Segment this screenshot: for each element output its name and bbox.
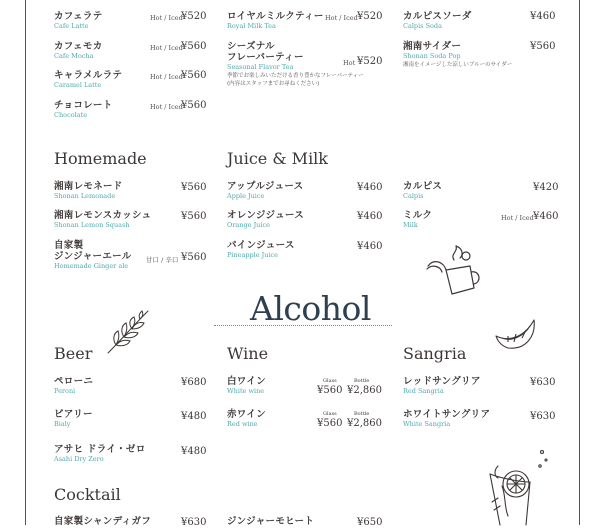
- menu-item: [54, 444, 146, 464]
- item-name-en: Homemade Ginger ale: [54, 262, 129, 270]
- lemon-slice-icon: [494, 316, 538, 352]
- menu-item: [54, 210, 151, 230]
- item-name-en: Cafe Latte: [54, 22, 89, 30]
- menu-item: [227, 516, 314, 527]
- section-title: Wine: [227, 344, 269, 363]
- item-option: Hot / Iced: [325, 14, 358, 22]
- item-description: 季節でお楽しみいただける香り豊かなフレーバーティー: [227, 73, 364, 79]
- item-price: ¥460: [357, 182, 383, 193]
- item-description: (内容はスタッフまでお尋ねください): [227, 81, 320, 87]
- alcohol-title: Alcohol: [250, 289, 371, 328]
- item-price: ¥480: [181, 411, 207, 422]
- item-name-jp: アサヒ ドライ・ゼロ: [54, 444, 146, 455]
- item-option: Hot / Iced: [150, 44, 183, 52]
- menu-item: [54, 516, 151, 527]
- menu-item: [54, 41, 103, 61]
- item-option: Hot / Iced: [150, 14, 183, 22]
- menu-item: [403, 210, 432, 230]
- item-name-en: Royal Milk Tea: [227, 22, 276, 30]
- item-option: 甘口 / 辛口: [146, 256, 179, 264]
- item-name-en: Apple Juice: [227, 192, 265, 200]
- item-price: ¥460: [530, 11, 556, 22]
- item-price: ¥520: [357, 11, 383, 22]
- item-name-jp: 湘南レモンスカッシュ: [54, 210, 152, 221]
- item-name-en: White Sangria: [403, 420, 451, 428]
- item-name-en: Shonan Lemon Squash: [54, 221, 130, 229]
- item-name-jp: パインジュース: [227, 240, 295, 251]
- item-name-jp: 自家製: [54, 240, 84, 251]
- item-price: ¥630: [181, 517, 207, 528]
- item-option: Hot / Iced: [150, 103, 183, 111]
- item-price: ¥420: [533, 182, 559, 193]
- divider: [214, 325, 392, 326]
- menu-item: [227, 409, 266, 429]
- glass-price: ¥560: [317, 418, 343, 429]
- item-name-en: Pineapple Juice: [227, 251, 279, 259]
- item-name-jp: ペローニ: [54, 376, 94, 387]
- menu-frame-left: [25, 0, 26, 525]
- item-name-en: Seasonal Flavor Tea: [227, 63, 294, 71]
- item-price: ¥560: [181, 41, 207, 52]
- bottle-price: ¥2,860: [347, 418, 382, 429]
- menu-item: [54, 100, 113, 120]
- item-option: Hot: [343, 59, 356, 67]
- menu-item: [227, 210, 304, 230]
- menu-item: [54, 376, 93, 396]
- menu-item: [54, 409, 93, 429]
- item-price: ¥520: [181, 11, 207, 22]
- item-name-en: Calpis: [403, 192, 424, 200]
- menu-item: [54, 240, 132, 271]
- section-title: Sangria: [403, 344, 467, 363]
- menu-item: [227, 181, 303, 201]
- menu-item: [54, 70, 122, 90]
- menu-item: [227, 376, 266, 396]
- menu-item: [227, 240, 295, 260]
- item-name-en: Peroni: [54, 387, 76, 395]
- item-name-jp: ビアリー: [54, 409, 93, 420]
- item-name-jp: レッドサングリア: [403, 376, 481, 387]
- item-name-en: White wine: [227, 387, 265, 395]
- item-price: ¥560: [181, 70, 207, 81]
- item-name-en: Shonan Soda Pop: [403, 52, 461, 60]
- item-name-en: Cafe Mocha: [54, 52, 94, 60]
- bottle-price: ¥2,860: [347, 385, 382, 396]
- menu-item: [54, 11, 103, 31]
- item-name-jp: キャラメルラテ: [54, 70, 123, 81]
- item-name-en: Shonan Lemonade: [54, 192, 116, 200]
- item-option: Hot / Iced: [501, 214, 534, 222]
- item-name-jp: ロイヤルミルクティー: [227, 11, 324, 22]
- item-name-en: Orange Juice: [227, 221, 270, 229]
- menu-item: [403, 11, 472, 31]
- glass-label: Glass: [323, 378, 337, 384]
- item-name-en: Chocolate: [54, 111, 88, 119]
- item-name-jp: ジンジャーエール: [54, 251, 132, 262]
- item-name-jp: 赤ワイン: [227, 409, 266, 420]
- herb-sprig-icon: [104, 307, 154, 357]
- menu-item: [403, 41, 512, 69]
- section-title: Cocktail: [54, 485, 121, 504]
- item-name-en: Milk: [403, 221, 418, 229]
- item-name-jp: ホワイトサングリア: [403, 409, 491, 420]
- item-name-jp: フレーバーティー: [227, 52, 304, 63]
- item-price: ¥460: [357, 241, 383, 252]
- item-price: ¥560: [181, 211, 207, 222]
- item-name-jp: ジンジャーモヒート: [227, 516, 315, 527]
- item-price: ¥560: [181, 100, 207, 111]
- menu-item: [403, 181, 442, 201]
- item-name-en: Red Sangria: [403, 387, 444, 395]
- cocktail-glass-icon: [486, 446, 556, 525]
- item-name-en: Red wine: [227, 420, 258, 428]
- item-name-jp: カフェラテ: [54, 11, 103, 22]
- item-name-en: Asahi Dry Zero: [54, 455, 104, 463]
- item-price: ¥460: [357, 211, 383, 222]
- item-price: ¥630: [530, 411, 556, 422]
- item-name-jp: 白ワイン: [227, 376, 266, 387]
- item-name-jp: シーズナル: [227, 41, 275, 52]
- item-name-jp: カルピス: [403, 181, 443, 192]
- section-title: Beer: [54, 344, 93, 363]
- item-name-jp: 湘南サイダー: [403, 41, 462, 52]
- glass-label: Glass: [323, 411, 337, 417]
- item-price: ¥460: [533, 211, 559, 222]
- item-name-jp: チョコレート: [54, 100, 113, 111]
- bottle-label: Bottle: [354, 378, 370, 384]
- mug-icon: [424, 242, 488, 302]
- menu-item: [54, 181, 123, 201]
- item-name-en: Calpis Soda: [403, 22, 442, 30]
- section-title: Juice & Milk: [227, 149, 328, 168]
- item-name-en: Caramel Latte: [54, 81, 102, 89]
- item-name-en: Bialy: [54, 420, 71, 428]
- item-price: ¥560: [181, 182, 207, 193]
- item-price: ¥630: [530, 377, 556, 388]
- menu-frame-right: [579, 0, 580, 525]
- item-price: ¥680: [181, 377, 207, 388]
- item-name-jp: アップルジュース: [227, 181, 304, 192]
- bottle-label: Bottle: [354, 411, 370, 417]
- item-name-jp: カフェモカ: [54, 41, 103, 52]
- item-price: ¥560: [530, 41, 556, 52]
- glass-price: ¥560: [317, 385, 343, 396]
- item-price: ¥520: [357, 56, 383, 67]
- item-name-jp: ミルク: [403, 210, 433, 221]
- section-title: Homemade: [54, 149, 147, 168]
- item-price: ¥480: [181, 446, 207, 457]
- item-description: 湘南をイメージした涼しいブルーのサイダー: [403, 62, 513, 68]
- item-option: Hot / Iced: [150, 73, 183, 81]
- item-name-jp: 湘南レモネード: [54, 181, 123, 192]
- item-price: ¥560: [181, 252, 207, 263]
- menu-item: [227, 11, 324, 31]
- menu-item: [403, 376, 481, 396]
- item-name-jp: 自家製シャンディガフ: [54, 516, 152, 527]
- menu-item: [403, 409, 490, 429]
- item-name-jp: オレンジジュース: [227, 210, 305, 221]
- item-name-jp: カルピスソーダ: [403, 11, 472, 22]
- item-price: ¥650: [357, 517, 383, 528]
